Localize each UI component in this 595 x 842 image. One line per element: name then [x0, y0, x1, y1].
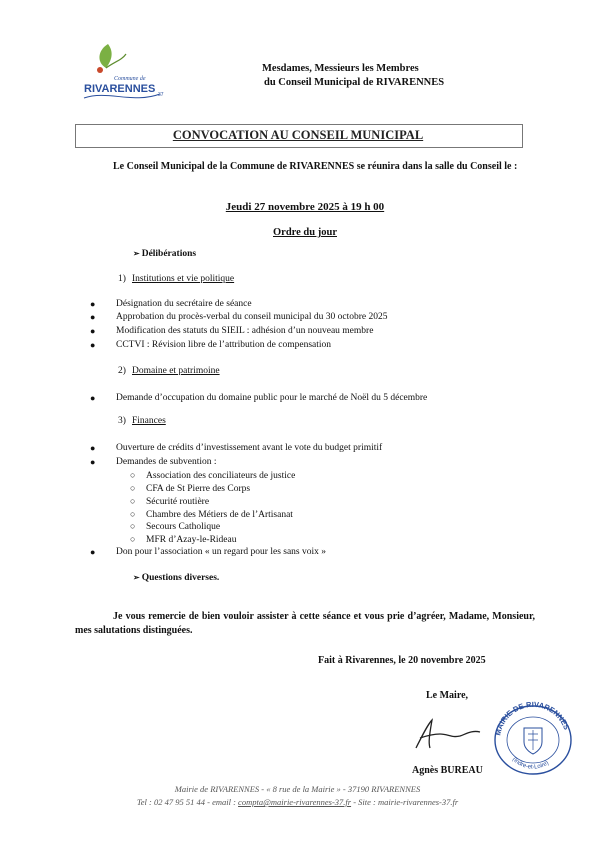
sub-list-item [130, 496, 210, 507]
logo-commune-text: Commune de [114, 76, 146, 82]
section-2-heading [118, 366, 220, 376]
circle-bullet-icon: ○ [130, 496, 136, 506]
questions-heading-label: Questions diverses. [141, 573, 220, 583]
bullet-icon: ● [90, 393, 96, 403]
signature-title: Le Maire, [426, 690, 469, 701]
coat-of-arms-icon [524, 728, 542, 754]
sub-list-item-text: Chambre des Métiers de de l’Artisanat [146, 510, 293, 520]
list-item [90, 443, 383, 453]
list-item-text: Don pour l’association « un regard pour les sans voix » [116, 547, 327, 557]
section-label: Finances [132, 416, 166, 426]
sub-list-item [130, 483, 251, 494]
list-item [90, 457, 217, 467]
agenda-title: Ordre du jour [273, 227, 337, 238]
section-number: 1) [118, 274, 126, 284]
list-item [90, 326, 374, 336]
bullet-icon: ● [90, 457, 96, 467]
arrow-icon: ➢ [133, 249, 140, 258]
bullet-icon: ● [90, 443, 96, 453]
deliberations-heading [133, 249, 196, 259]
addressee-line-1: Mesdames, Messieurs les Membres [262, 63, 419, 74]
section-number: 2) [118, 366, 126, 376]
arrow-icon: ➢ [133, 573, 140, 582]
bullet-icon: ● [90, 299, 96, 309]
footer-contact [0, 797, 595, 807]
sub-list-item [130, 509, 293, 520]
list-item-text: Ouverture de crédits d’investissement avant le vote du budget primitif [116, 443, 383, 453]
addressee-block [262, 62, 444, 90]
section-1-heading [118, 274, 234, 284]
deliberations-heading-label: Délibérations [141, 249, 197, 259]
svg-text:(Indre-et-Loire) [511, 757, 550, 771]
section-label: Domaine et patrimoine [132, 366, 220, 376]
sub-list-item-text: Sécurité routière [146, 497, 210, 507]
list-item-text: Désignation du secrétaire de séance [116, 299, 252, 309]
questions-heading [133, 573, 219, 583]
circle-bullet-icon: ○ [130, 483, 136, 493]
bullet-icon: ● [90, 326, 96, 336]
handwritten-signature [400, 708, 490, 758]
addressee-line-2: du Conseil Municipal de RIVARENNES [264, 77, 445, 88]
stamp-bottom-text: (Indre-et-Loire) [510, 756, 550, 771]
circle-bullet-icon: ○ [130, 509, 136, 519]
list-item-text: Demande d’occupation du domaine public pour le marché de Noël du 5 décembre [116, 393, 428, 403]
closing-paragraph: Je vous remercie de bien vouloir assister à cette séance et vous prie d’agréer, Madame, Monsieur, mes salutations distinguées. [75, 611, 535, 636]
sub-list-item-text: MFR d’Azay-le-Rideau [146, 535, 237, 545]
leaf-icon [97, 44, 126, 73]
footer-email-link[interactable]: compta@mairie-rivarennes-37.fr [238, 797, 352, 807]
list-item-text: Approbation du procès-verbal du conseil municipal du 30 octobre 2025 [116, 312, 388, 322]
logo-name-text: RIVARENNES [84, 83, 156, 95]
page-title: CONVOCATION AU CONSEIL MUNICIPAL [172, 128, 424, 142]
circle-bullet-icon: ○ [130, 521, 136, 531]
sub-list-item [130, 534, 237, 545]
meeting-date: Jeudi 27 novembre 2025 à 19 h 00 [225, 201, 385, 213]
footer-address: Mairie de RIVARENNES - « 8 rue de la Mairie » - 37190 RIVARENNES [174, 784, 421, 794]
list-item [90, 312, 388, 322]
mairie-stamp [488, 698, 578, 778]
signer-name: Agnès BUREAU [412, 765, 483, 776]
list-item [90, 393, 428, 403]
bullet-icon: ● [90, 340, 96, 350]
list-item [90, 340, 332, 350]
sub-list-item [130, 470, 296, 481]
sub-list-item-text: Association des conciliateurs de justice [146, 471, 296, 481]
svg-text:MAIRIE DE RIVARENNES [493, 700, 571, 736]
logo-suffix-text: 37 [158, 92, 164, 98]
sub-list-item-text: CFA de St Pierre des Corps [146, 484, 251, 494]
list-item [90, 299, 252, 309]
intro-paragraph: Le Conseil Municipal de la Commune de RIVARENNES se réunira dans la salle du Conseil le : [113, 161, 518, 172]
place-date: Fait à Rivarennes, le 20 novembre 2025 [318, 655, 486, 666]
commune-logo [78, 38, 168, 108]
footer-site: - Site : mairie-rivarennes-37.fr [351, 797, 459, 807]
sub-list-item [130, 521, 221, 532]
section-number: 3) [118, 416, 126, 426]
footer-phone: Tel : 02 47 95 51 44 - email : [136, 797, 239, 807]
sub-list-item-text: Secours Catholique [146, 522, 221, 532]
circle-bullet-icon: ○ [130, 534, 136, 544]
list-item [90, 547, 327, 557]
list-item-text: Modification des statuts du SIEIL : adhésion d’un nouveau membre [116, 326, 374, 336]
bullet-icon: ● [90, 312, 96, 322]
stamp-top-text: MAIRIE DE RIVARENNES [493, 699, 572, 737]
bullet-icon: ● [90, 547, 96, 557]
list-item-text: CCTVI : Révision libre de l’attribution de compensation [116, 340, 332, 350]
circle-bullet-icon: ○ [130, 470, 136, 480]
section-3-heading [118, 416, 166, 426]
list-item-text: Demandes de subvention : [116, 457, 217, 467]
section-label: Institutions et vie politique [132, 274, 235, 284]
